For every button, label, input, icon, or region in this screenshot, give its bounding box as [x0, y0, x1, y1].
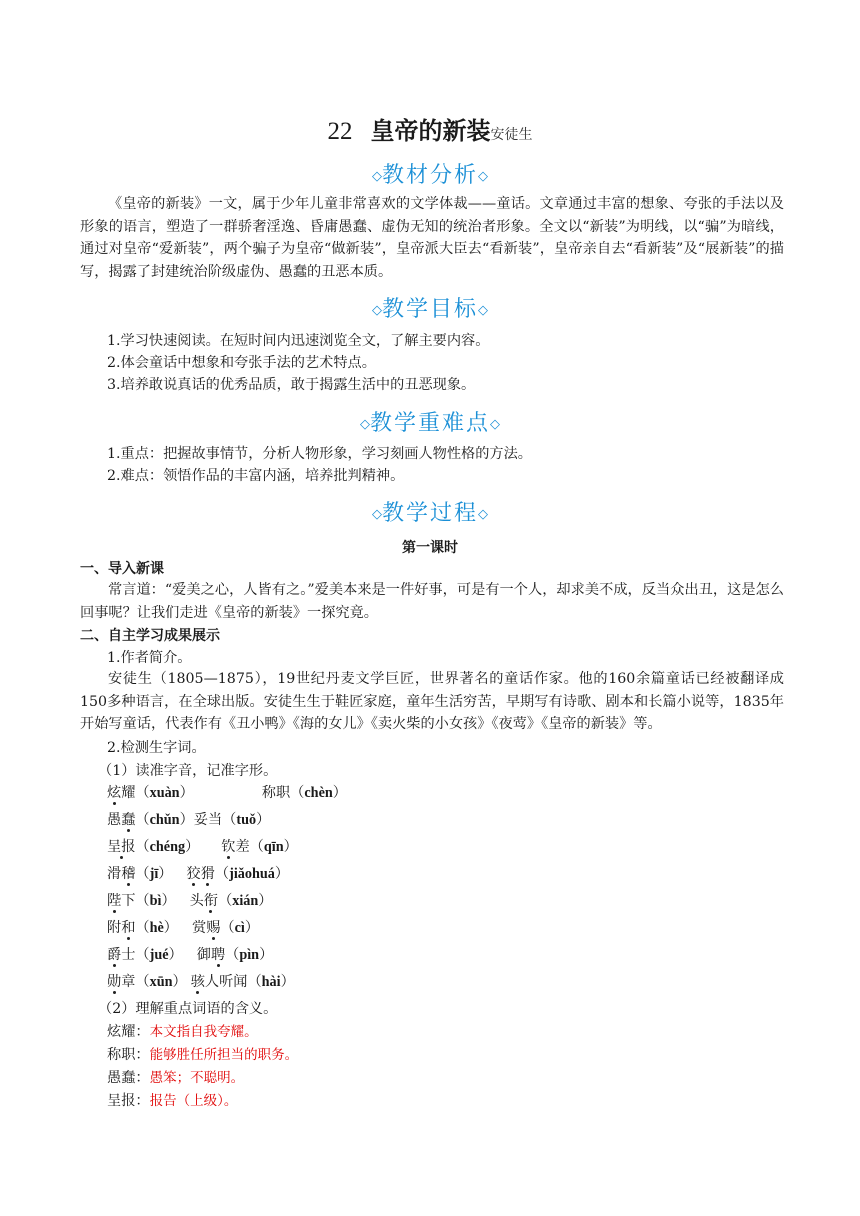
- goal-item: 2.体会童话中想象和夸张手法的艺术特点。: [107, 355, 376, 371]
- diamond-icon: ◇: [371, 507, 382, 522]
- vocab-row: 愚蠢（chǔn）妥当（tuǒ）: [107, 812, 271, 828]
- diamond-icon: ◇: [490, 417, 500, 432]
- definition-answer: 能够胜任所担当的职务。: [149, 1047, 299, 1063]
- diamond-icon: ◇: [478, 169, 488, 184]
- keypoint-item: 2.难点：领悟作品的丰富内涵，培养批判精神。: [107, 468, 405, 484]
- lesson-name: 皇帝的新装: [370, 117, 491, 145]
- diamond-icon: ◇: [478, 507, 488, 522]
- vocab-row: 爵士（jué） 御聘（pìn）: [107, 947, 274, 963]
- definition-answer: 本文指自我夸耀。: [149, 1024, 258, 1040]
- diamond-icon: ◇: [478, 303, 488, 318]
- definition-row: 呈报：报告（上级）。: [107, 1093, 238, 1109]
- sub-heading: （1）读准字音，记准字形。: [98, 763, 278, 779]
- vocab-row: 勋章（xūn） 骇人听闻（hài）: [107, 974, 295, 990]
- part-heading: 一、导入新课: [80, 561, 164, 577]
- vocab-row: 附和（hè） 赏赐（cì）: [107, 920, 260, 936]
- definition-answer: 愚笨；不聪明。: [149, 1070, 245, 1086]
- section-heading-analysis: ◇教材分析◇: [371, 163, 488, 188]
- lesson-number: 22: [327, 118, 353, 145]
- goal-item: 1.学习快速阅读。在短时间内迅速浏览全文，了解主要内容。: [107, 333, 490, 349]
- author-name: 安徒生: [490, 127, 533, 143]
- analysis-paragraph: 《皇帝的新装》一文，属于少年儿童非常喜欢的文学体裁——童话。文章通过丰富的想象、夸张的手法以及形象的语言，塑造了一群骄奢淫逸、昏庸愚蠢、虚伪无知的统治者形象。全文以“新装”为明线，以“骗”为暗线，通过对皇帝“爱新装”，两个骗子为皇帝“做新装”，皇帝派大臣去“看新装”，皇帝亲自去“看新装”及“展新装”的描写，揭露了封建统治阶级虚伪、愚蠢的丑恶本质。: [80, 196, 784, 280]
- item-heading: 1.作者简介。: [107, 650, 192, 666]
- definition-row: 炫耀：本文指自我夸耀。: [107, 1024, 258, 1040]
- diamond-icon: ◇: [371, 303, 382, 318]
- goal-item: 3.培养敢说真话的优秀品质，敢于揭露生活中的丑恶现象。: [107, 377, 476, 393]
- vocab-row: 陛下（bì） 头衔（xián）: [107, 893, 273, 909]
- vocab-row: 呈报（chéng） 钦差（qīn）: [107, 839, 298, 855]
- lesson-period: 第一课时: [402, 540, 458, 556]
- definition-row: 愚蠢：愚笨；不聪明。: [107, 1070, 245, 1086]
- definition-row: 称职：能够胜任所担当的职务。: [107, 1047, 299, 1063]
- section-heading-process: ◇教学过程◇: [371, 501, 488, 526]
- definition-answer: 报告（上级）。: [149, 1093, 238, 1109]
- lesson-title: [0, 111, 860, 146]
- keypoint-item: 1.重点：把握故事情节，分析人物形象，学习刻画人物性格的方法。: [107, 446, 532, 462]
- vocab-row: 滑稽（jī） 狡猾（jiǎohuá）: [107, 866, 290, 882]
- vocab-row: 炫耀（xuàn） 称职（chèn）: [107, 785, 347, 801]
- author-bio-paragraph: 安徒生（1805—1875），19世纪丹麦文学巨匠，世界著名的童话作家。他的160余篇童话已经被翻译成150多种语言，在全球出版。安徒生生于鞋匠家庭，童年生活穷苦，早期写有诗歌、剧本和长篇小说等，1835年开始写童话，代表作有《丑小鸭》《海的女儿》《卖火柴的小女孩》《夜莺》《皇帝的新装》等。: [80, 671, 784, 732]
- intro-paragraph: 常言道：“爱美之心，人皆有之。”爱美本来是一件好事，可是有一个人，却求美不成，反当众出丑，这是怎么回事呢？让我们走进《皇帝的新装》一探究竟。: [80, 582, 784, 621]
- diamond-icon: ◇: [371, 169, 382, 184]
- item-heading: 2.检测生字词。: [107, 740, 206, 756]
- diamond-icon: ◇: [359, 417, 370, 432]
- section-heading-keypoints: ◇教学重难点◇: [359, 411, 500, 436]
- section-heading-goals: ◇教学目标◇: [371, 297, 488, 322]
- part-heading: 二、自主学习成果展示: [80, 628, 220, 644]
- sub-heading: （2）理解重点词语的含义。: [98, 1001, 278, 1017]
